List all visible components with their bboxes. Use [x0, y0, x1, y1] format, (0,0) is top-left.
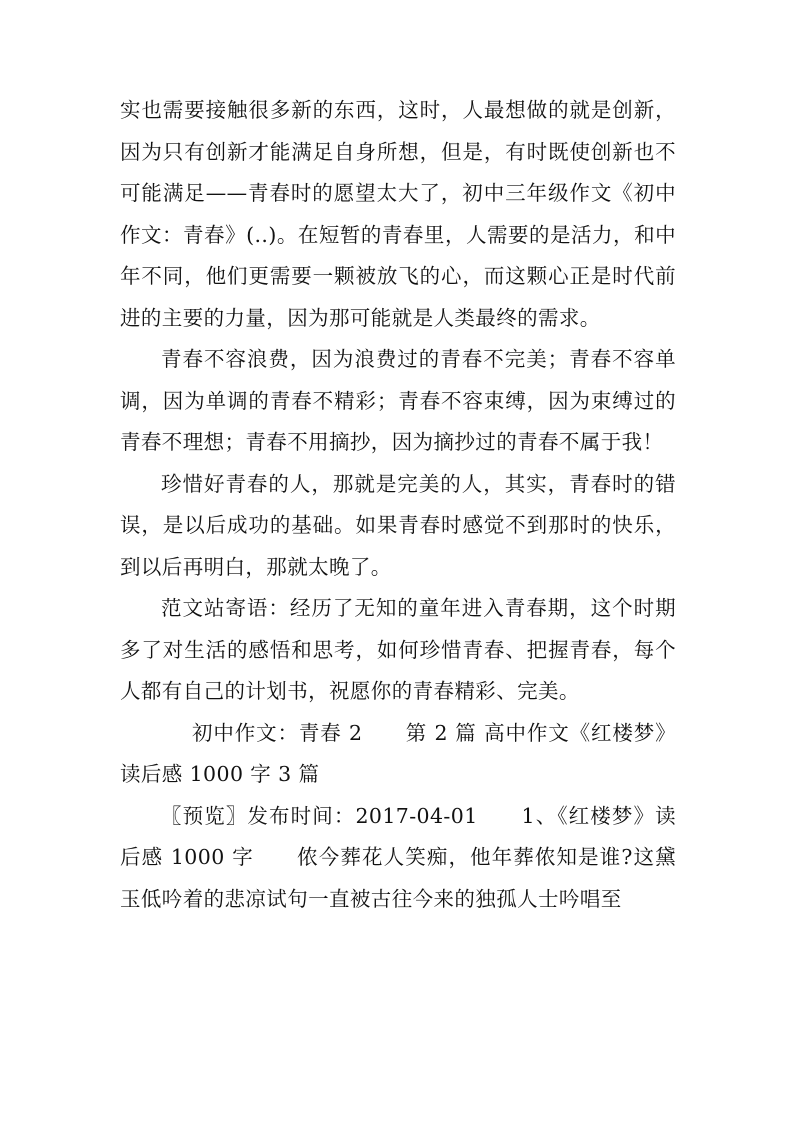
next-article-heading: 初中作文：青春 2 第 2 篇 高中作文《红楼梦》读后感 1000 字 3 篇: [120, 720, 676, 786]
paragraph-cherish-youth: 珍惜好青春的人，那就是完美的人，其实，青春时的错误，是以后成功的基础。如果青春时感觉不到那时的快乐，到以后再明白，那就太晚了。: [120, 471, 676, 579]
paragraph-preview: 〖预览〗发布时间：2017-04-01 1、《红楼梦》读后感 1000 字 侬今葬花人笑痴，他年葬侬知是谁?这黛玉低吟着的悲凉试句一直被古往今来的独孤人士吟唱至: [120, 803, 676, 911]
paragraph-youth-not-waste: 青春不容浪费，因为浪费过的青春不完美；青春不容单调，因为单调的青春不精彩；青春不容束缚，因为束缚过的青春不理想；青春不用摘抄，因为摘抄过的青春不属于我！: [120, 347, 676, 454]
document-body: [120, 90, 676, 920]
paragraph-editor-note: 范文站寄语：经历了无知的童年进入青春期，这个时期多了对生活的感悟和思考，如何珍惜青春、把握青春，每个人都有自己的计划书，祝愿你的青春精彩、完美。: [120, 596, 676, 703]
paragraph-continuation: 实也需要接触很多新的东西，这时，人最想做的就是创新，因为只有创新才能满足自身所想，但是，有时既使创新也不可能满足——青春时的愿望太大了，初中三年级作文《初中作文：青春》(..)。在短暂的青春里，人需要的是活力，和中年不同，他们更需要一颗被放飞的心，而这颗心正是时代前进的主要的力量，因为那可能就是人类最终的需求。: [120, 98, 676, 330]
